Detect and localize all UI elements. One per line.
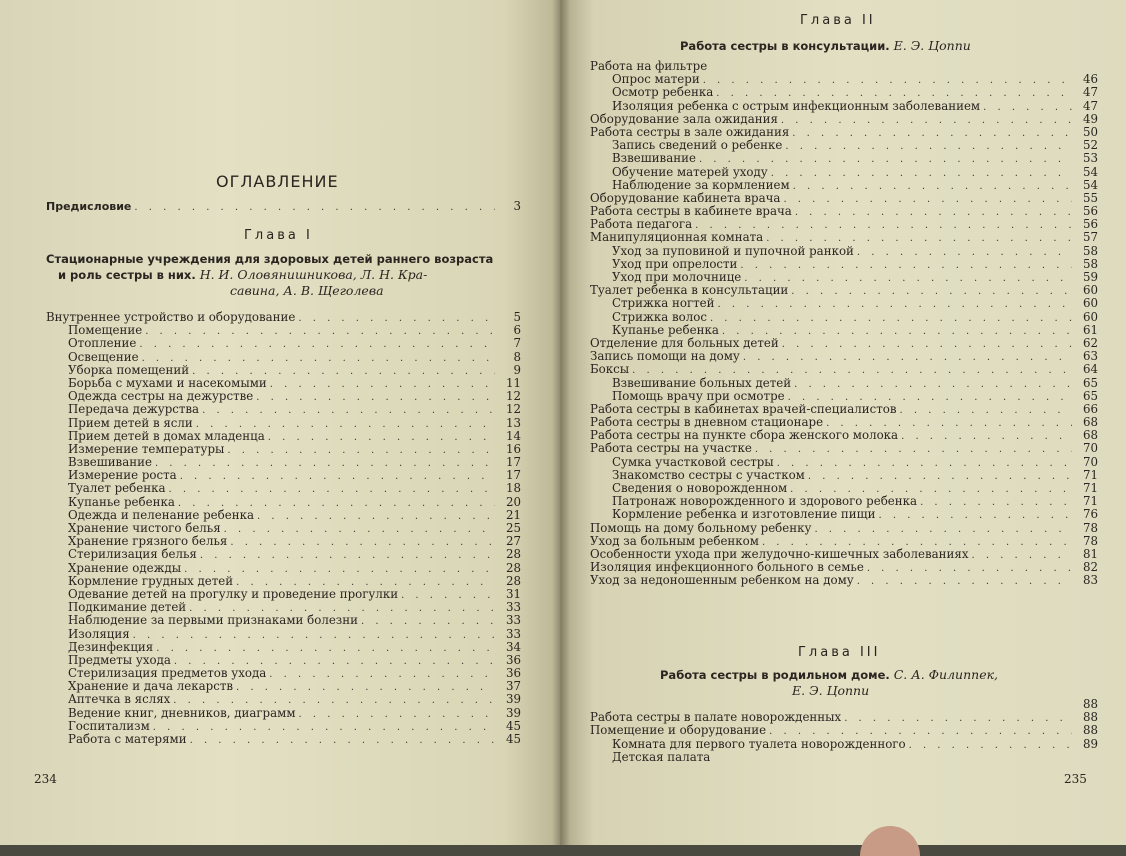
toc-entry-page: 6 [513,323,521,338]
right-page [560,0,1126,845]
toc-entry [590,113,1098,126]
toc-entry-page: 71 [1082,481,1098,495]
toc-entry [590,738,1098,751]
toc-entry-label: Работа сестры на пункте сбора женского молока [590,428,899,443]
page-number: 234 [34,772,57,786]
toc-entry-label: Взвешивание больных детей [612,375,792,390]
toc-entry-page: 82 [1082,560,1098,575]
toc-entry [46,337,521,350]
toc-entry-page: 36 [505,652,521,667]
toc-entry-page: 21 [505,507,521,522]
toc-entry-page: 63 [1082,349,1098,364]
toc-entry-label: Работа на фильтре [590,59,708,73]
toc-entry-label: Ведение книг, дневников, диаграмм [68,705,296,720]
toc-entry-page: 56 [1082,204,1098,219]
toc-entry [590,86,1098,99]
toc-entry-page: 65 [1082,375,1098,390]
toc-entry-label: Помещение и оборудование [590,723,767,738]
toc-entry-label: Работа с матерями [68,732,187,746]
toc-entry-page: 71 [1082,467,1098,482]
toc-entry [590,152,1098,165]
toc-entry [590,390,1098,403]
toc-entry-label: Стерилизация белья [68,547,197,562]
toc-entry-page: 50 [1082,124,1098,139]
toc-entry-label: Детская палата [612,749,711,764]
toc-entry-label: Хранение и дача лекарств [68,679,233,694]
toc-entry [46,548,521,561]
toc-entry [46,496,521,509]
toc-entry-page: 33 [505,613,521,628]
toc-entry-page: 47 [1082,85,1098,100]
toc-entry-page: 65 [1082,388,1098,403]
toc-entry-page: 46 [1082,72,1098,87]
toc-entry-label: Сведения о новорожденном [612,481,788,495]
toc-entry: Предисловие . . . 3 [46,200,521,213]
toc-entry-page: 57 [1082,230,1098,245]
toc-entry-page: 14 [505,428,521,443]
preface-list [46,200,521,213]
toc-entry-label: Купанье ребенка [68,494,175,509]
toc-entry-page: 59 [1082,270,1098,284]
toc-entry [46,707,521,720]
toc-entry-label: Уход при опрелости [612,256,738,271]
toc-entry-label: Работа сестры в зале ожидания [590,124,790,139]
toc-entry-page: 64 [1082,362,1098,377]
toc-entry-page: 54 [1082,177,1098,192]
toc-list-chapter-2 [590,60,1098,588]
toc-entry-label: Туалет ребенка [68,481,166,496]
toc-entry [590,377,1098,390]
toc-entry-page: 53 [1082,151,1098,166]
toc-entry-page: 60 [1082,283,1098,298]
toc-entry-page: 17 [505,455,521,470]
toc-entry [590,166,1098,179]
toc-entry-label: Знакомство сестры с участком [612,467,805,482]
toc-entry-page: 61 [1082,322,1098,337]
toc-title: ОГЛАВЛЕНИЕ [216,172,339,191]
toc-entry-label: Одежда и пеленание ребенка [68,507,254,522]
left-page [0,0,560,845]
toc-entry-page: 18 [505,481,521,496]
toc-entry-page: 45 [505,718,521,733]
chapter-title: Работа сестры в консультации. Е. Э. Цоппи [680,38,971,53]
toc-entry-page: 66 [1082,401,1098,416]
toc-entry-label: Работа сестры в кабинете врача [590,204,792,219]
toc-entry [590,574,1098,587]
toc-entry-page: 39 [505,705,521,720]
toc-entry-label: Купанье ребенка [612,322,719,337]
toc-entry [46,628,521,641]
toc-entry-label: Особенности ухода при желудочно-кишечных заболеваниях [590,546,969,561]
toc-entry-label: Кормление ребенка и изготовление пищи [612,507,876,522]
toc-entry-label: Уход за больным ребенком [590,533,759,548]
toc-entry [590,751,1098,764]
page-number: 235 [1064,772,1087,786]
toc-entry-page: 49 [1082,111,1098,126]
toc-entry-page: 7 [513,336,521,351]
toc-entry-label: Помощь врачу при осмотре [612,388,785,403]
toc-entry-page: 47 [1082,98,1098,113]
toc-entry-label: Уход за недоношенным ребенком на дому [590,573,854,588]
toc-entry-label: Подкимание детей [68,600,187,615]
chapter-heading: Глава II [800,13,876,28]
toc-entry-page: 58 [1082,256,1098,271]
toc-entry-page: 81 [1082,546,1098,561]
toc-entry-page: 8 [513,349,521,364]
toc-entry [46,364,521,377]
toc-entry-label: Уход при молочнице [612,270,742,284]
toc-entry [590,324,1098,337]
toc-entry [590,442,1098,455]
toc-entry-label: Патронаж новорожденного и здорового ребенка [612,494,918,509]
toc-entry [46,351,521,364]
toc-entry-label: Стерилизация предметов ухода [68,666,267,681]
toc-entry [590,456,1098,469]
toc-entry-label: Одевание детей на прогулку и проведение прогулки [68,586,399,601]
toc-entry-page: 62 [1082,335,1098,350]
toc-entry-page: 68 [1082,428,1098,443]
toc-entry-page: 76 [1082,507,1098,522]
toc-entry-page: 28 [505,573,521,588]
chapter-heading: Глава III [798,645,881,660]
toc-entry-label: Кормление грудных детей [68,573,234,588]
toc-entry [590,363,1098,376]
toc-entry-page: 45 [505,732,521,746]
toc-entry [46,693,521,706]
toc-entry-page: 78 [1082,533,1098,548]
toc-entry-label: Изоляция [68,626,130,641]
toc-entry-page: 60 [1082,309,1098,324]
toc-entry-label: Одежда сестры на дежурстве [68,389,254,404]
toc-entry-page: 33 [505,626,521,641]
toc-list-chapter-3 [590,698,1098,764]
chapter-heading: Глава I [244,228,313,243]
toc-entry-label: Измерение роста [68,468,177,483]
toc-entry-label: Внутреннее устройство и оборудование [46,310,296,324]
toc-entry-label: Сумка участковой сестры [612,454,774,469]
toc-entry-label: Отопление [68,336,137,351]
toc-entry-label: Комната для первого туалета новорожденного [612,736,906,751]
toc-entry-page: 70 [1082,441,1098,456]
toc-entry [590,231,1098,244]
toc-entry-label: Хранение грязного белья [68,534,228,549]
toc-entry-label: Запись сведений о ребенке [612,138,783,153]
toc-entry-label: Работа сестры в дневном стационаре [590,415,824,430]
toc-entry-label: Предметы ухода [68,652,171,667]
toc-entry-label: Боксы [590,362,630,377]
toc-entry-page: 28 [505,547,521,562]
toc-entry-page: 78 [1082,520,1098,535]
toc-entry-label: Прием детей в домах младенца [68,428,265,443]
toc-entry [46,403,521,416]
toc-entry-page: 71 [1082,494,1098,509]
toc-entry-label: Уборка помещений [68,362,190,377]
toc-entry-page: 83 [1082,573,1098,588]
toc-entry-page: 56 [1082,217,1098,232]
toc-entry-page: 17 [505,468,521,483]
toc-entry-label: Аптечка в яслях [68,692,171,707]
toc-entry-label: Помощь на дому больному ребенку [590,520,812,535]
toc-entry-page: 60 [1082,296,1098,311]
toc-entry [590,311,1098,324]
toc-entry-page: 28 [505,560,521,575]
toc-entry-page: 37 [505,679,521,694]
dot-leader [190,734,495,747]
toc-entry-label: Опрос матери [612,72,700,87]
toc-entry-page: 12 [505,389,521,404]
toc-entry-page: 9 [513,362,521,377]
toc-entry-label: Оборудование зала ожидания [590,111,778,126]
toc-entry-label: Обучение матерей уходу [612,164,768,179]
toc-entry-label: Дезинфекция [68,639,154,654]
toc-entry-label: Туалет ребенка в консультации [590,283,789,298]
toc-entry [590,724,1098,737]
toc-entry-label: Госпитализм [68,718,150,733]
toc-entry-page: 31 [505,586,521,601]
toc-entry [46,562,521,575]
toc-entry [46,614,521,627]
toc-entry [46,733,521,746]
toc-entry-label: Манипуляционная комната [590,230,764,245]
toc-entry-page: 34 [505,639,521,654]
toc-entry [590,179,1098,192]
toc-entry-page: 70 [1082,454,1098,469]
toc-entry-label: Стрижка ногтей [612,296,715,311]
toc-entry-label: Работа сестры в палате новорожденных [590,710,842,725]
toc-entry-page: 5 [513,310,521,324]
toc-entry-label: Стрижка волос [612,309,707,324]
toc-entry-page: 11 [505,375,521,390]
toc-entry-page: 13 [505,415,521,430]
toc-entry-page: 55 [1082,190,1098,205]
toc-entry-page: 68 [1082,415,1098,430]
toc-entry-label: Работа сестры на участке [590,441,752,456]
toc-entry-page: 52 [1082,138,1098,153]
toc-entry-label: Отделение для больных детей [590,335,779,350]
toc-entry-label: Наблюдение за кормлением [612,177,790,192]
toc-entry [46,417,521,430]
toc-entry-label: Помещение [68,323,143,338]
toc-entry-page: 25 [505,521,521,535]
toc-entry-page: 88 [1082,710,1098,725]
toc-entry [46,482,521,495]
toc-entry-label: Хранение одежды [68,560,182,575]
toc-entry-label: Работа педагога [590,217,693,232]
toc-entry-page: 27 [505,534,521,549]
toc-entry-page: 39 [505,692,521,707]
chapter-title: Работа сестры в родильном доме. С. А. Филиппек, Е. Э. Цоппи [660,667,999,698]
toc-entry-label: Взвешивание [612,151,696,166]
toc-entry-page: 16 [505,441,521,456]
toc-entry-page: 36 [505,666,521,681]
toc-entry-label: Изоляция ребенка с острым инфекционным заболеванием [612,98,981,113]
toc-entry-label: Хранение чистого белья [68,521,221,535]
toc-entry-page: 33 [505,600,521,615]
toc-entry-page: 12 [505,402,521,417]
toc-entry-label: Работа сестры в кабинетах врачей-специалистов [590,401,897,416]
toc-entry [590,535,1098,548]
toc-entry-label: Осмотр ребенка [612,85,714,100]
toc-entry-page: 58 [1082,243,1098,258]
toc-entry [46,430,521,443]
toc-entry [590,297,1098,310]
toc-entry [590,100,1098,113]
toc-entry-page: 89 [1082,736,1098,751]
toc-entry-page: 88 [1082,697,1098,711]
toc-entry [590,508,1098,521]
book-gutter [552,0,570,845]
toc-entry-label: Уход за пуповиной и пупочной ранкой [612,243,854,258]
chapter-title: Стационарные учреждения для здоровых детей раннего возраста и роль сестры в них. Н. И. Оловянишникова, Л. Н. Кра- савина, А. В. Щеголева [46,252,494,298]
toc-entry [590,245,1098,258]
toc-entry [590,350,1098,363]
toc-entry-label: Взвешивание [68,455,152,470]
toc-entry-label: Оборудование кабинета врача [590,190,781,205]
dot-leader [857,575,1072,588]
toc-list-chapter-1 [46,311,521,746]
toc-entry-label: Запись помощи на дому [590,349,740,364]
toc-entry-label: Прием детей в ясли [68,415,193,430]
toc-entry-label: Измерение температуры [68,441,225,456]
toc-entry [590,522,1098,535]
toc-entry-label: Наблюдение за первыми признаками болезни [68,613,358,628]
toc-entry-page: 88 [1082,723,1098,738]
toc-entry-label: Передача дежурства [68,402,200,417]
toc-entry-page: 54 [1082,164,1098,179]
toc-entry-label: Борьба с мухами и насекомыми [68,375,267,390]
toc-entry [46,641,521,654]
toc-entry-page: 20 [505,494,521,509]
toc-entry-label: Изоляция инфекционного больного в семье [590,560,864,575]
toc-entry [46,575,521,588]
toc-entry-label: Освещение [68,349,139,364]
